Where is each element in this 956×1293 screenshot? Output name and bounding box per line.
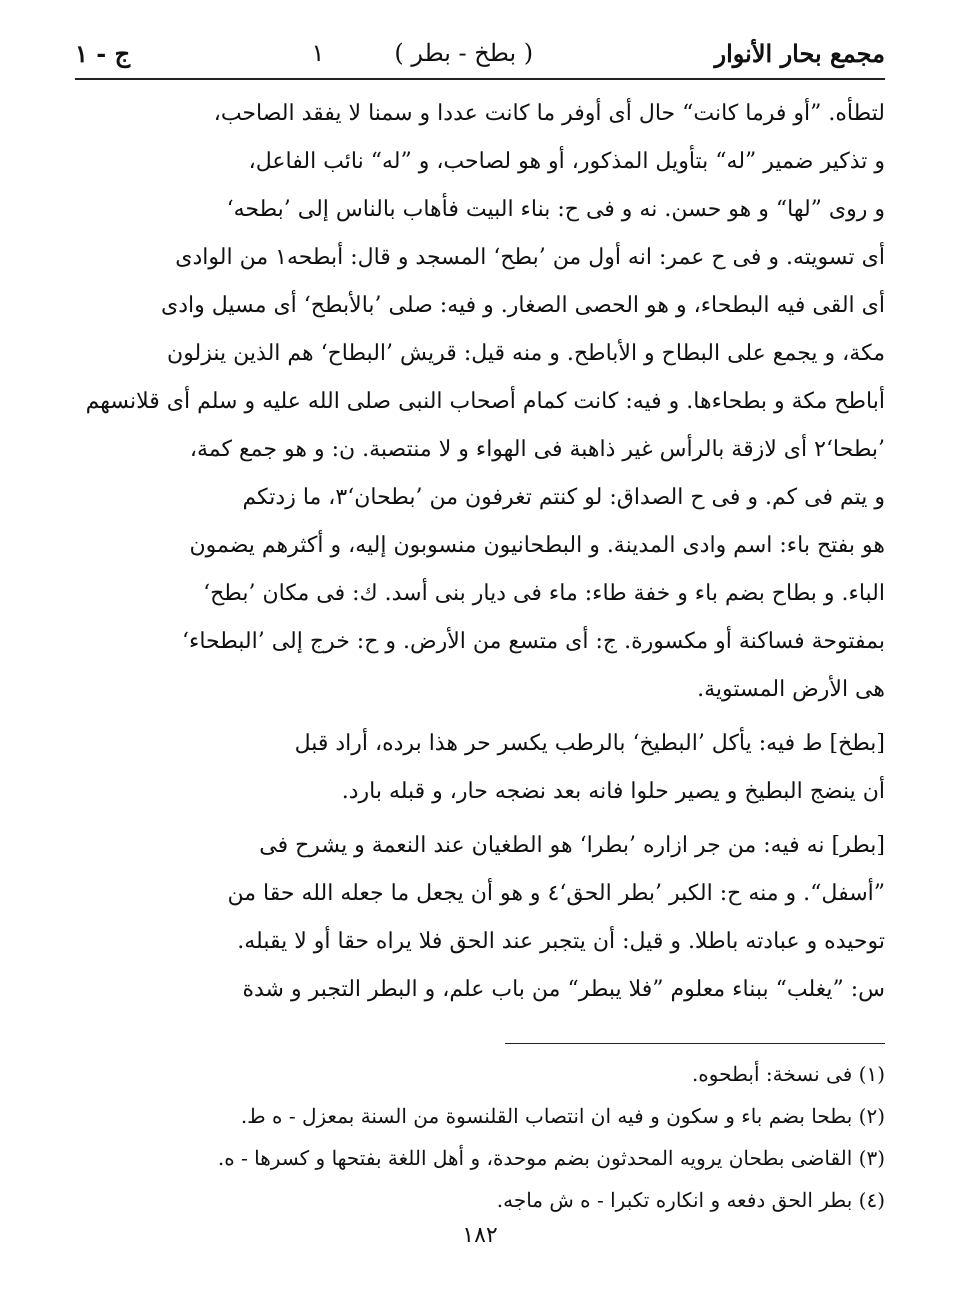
paragraph-batah xyxy=(75,90,885,714)
footnotes xyxy=(75,1053,885,1221)
paragraph-batakh xyxy=(75,720,885,816)
text-line: و روى ”لها“ و هو حسن. نه و فى ح: بناء البيت فأهاب بالناس إلى ’بطحه‘ xyxy=(226,197,885,222)
text-line: توحيده و عبادته باطلا. و قيل: أن يتجبر عند الحق فلا يراه حقا أو لا يقبله. xyxy=(237,929,885,954)
text-line: مكة، و يجمع على البطاح و الأباطح. و منه قيل: قريش ’البطاح‘ هم الذين ينزلون xyxy=(167,341,885,366)
main-text xyxy=(75,90,885,1014)
text-line: لتطأه. ”أو فرما كانت“ حال أى أوفر ما كانت عددا و سمنا لا يفقد الصاحب، xyxy=(213,101,885,126)
book-page xyxy=(75,28,885,1268)
text-line: أباطح مكة و بطحاءها. و فيه: كانت كمام أصحاب النبى صلى الله عليه و سلم أى قلانسهم xyxy=(85,389,885,414)
volume-label: ج - ١ xyxy=(75,38,131,68)
text-line: و يتم فى كم. و فى ح الصداق: لو كنتم تغرفون من ’بطحان‘٣، ما زدتكم xyxy=(242,485,885,510)
text-line: [بطر] نه فيه: من جر ازاره ’بطرا‘ هو الطغيان عند النعمة و يشرح فى xyxy=(259,833,885,858)
text-line: و تذكير ضمير ”له“ بتأويل المذكور، أو هو لصاحب، و ”له“ نائب الفاعل، xyxy=(248,149,885,174)
text-line: الباء. و بطاح بضم باء و خفة طاء: ماء فى ديار بنى أسد. ك: فى مكان ’بطح‘ xyxy=(203,581,885,606)
text-line: هى الأرض المستوية. xyxy=(697,677,885,702)
text-line: ”أسفل“. و منه ح: الكبر ’بطر الحق‘٤ و هو أن يجعل ما جعله الله حقا من xyxy=(227,881,885,906)
text-line: هو بفتح باء: اسم وادى المدينة. و البطحانيون منسوبون إليه، و أكثرهم يضمون xyxy=(189,533,885,558)
paragraph-batar xyxy=(75,822,885,1014)
footnote-divider xyxy=(505,1043,885,1044)
book-title: مجمع بحار الأنوار xyxy=(714,38,885,68)
text-line: أى تسويته. و فى ح عمر: انه أول من ’بطح‘ المسجد و قال: أبطحه١ من الوادى xyxy=(175,245,885,270)
footnote: (٤) بطر الحق دفعه و انكاره تكبرا - ه ش ماجه. xyxy=(496,1188,885,1212)
page-number: ١٨٢ xyxy=(462,1223,498,1248)
header-middle xyxy=(311,39,533,67)
running-header xyxy=(75,28,885,80)
entry-range: ( بطخ - بطر ) xyxy=(394,39,534,67)
text-line: أى القى فيه البطحاء، و هو الحصى الصغار. و فيه: صلى ’بالأبطح‘ أى مسيل وادى xyxy=(161,293,885,318)
text-line: بمفتوحة فساكنة أو مكسورة. ج: أى متسع من الأرض. و ح: خرج إلى ’البطحاء‘ xyxy=(181,629,885,654)
footnote: (٢) بطحا بضم باء و سكون و فيه ان انتصاب القلنسوة من السنة بمعزل - ه ط. xyxy=(240,1104,885,1128)
column-marker: ١ xyxy=(311,39,325,67)
text-line: س: ”يغلب“ ببناء معلوم ”فلا يبطر“ من باب علم، و البطر التجبر و شدة xyxy=(242,977,885,1002)
text-line: [بطخ] ط فيه: يأكل ’البطيخ‘ بالرطب يكسر حر هذا برده، أراد قبل xyxy=(294,731,885,756)
text-line: أن ينضج البطيخ و يصير حلوا فانه بعد نضجه حار، و قبله بارد. xyxy=(341,779,885,804)
text-line: ’بطحا‘٢ أى لازقة بالرأس غير ذاهبة فى الهواء و لا منتصبة. ن: و هو جمع كمة، xyxy=(189,437,885,462)
footnote: (١) فى نسخة: أبطحوه. xyxy=(691,1062,885,1086)
footnote: (٣) القاضى بطحان يرويه المحدثون بضم موحدة، و أهل اللغة بفتحها و كسرها - ه. xyxy=(217,1146,885,1170)
